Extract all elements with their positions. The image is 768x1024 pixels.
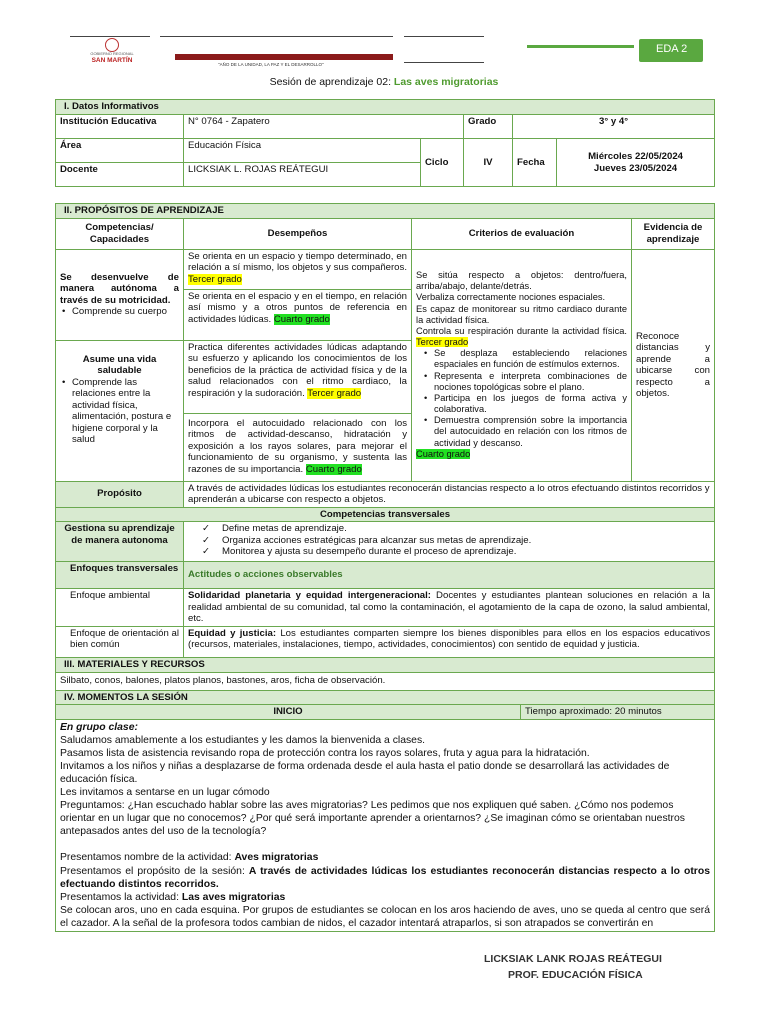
- week-bar: [527, 45, 634, 48]
- materiales-heading: III. MATERIALES Y RECURSOS: [56, 657, 715, 672]
- comp2-bullet: • Comprende las relaciones entre la actividad física, alimentación, postura e higiene corporal y la salud: [60, 377, 179, 446]
- enfoque1-body: Docentes y estudiantes plantean soluciones en relación a la realidad ambiental de su comunidad, tal como la contaminación, el agotamiento de la capa de ozono, la salud ambiental, etc.: [188, 590, 710, 624]
- desempeno-4: [184, 413, 412, 481]
- proposito-label: Propósito: [56, 481, 184, 507]
- header-rule-left: [70, 36, 150, 37]
- des1-tag: Tercer grado: [188, 273, 242, 285]
- crit-bullet: • Representa e interpreta combinaciones de nociones topológicas sobre el plano.: [422, 371, 627, 393]
- signature-role: PROF. EDUCACIÓN FÍSICA: [508, 969, 643, 981]
- momentos-heading: IV. MOMENTOS LA SESIÓN: [56, 690, 715, 705]
- comp1-bullet: • Comprende su cuerpo: [60, 306, 179, 318]
- crit-bullet: • Se desplaza estableciendo relaciones espaciales en función de estímulos externos.: [422, 348, 627, 370]
- enfoque1-label: Enfoque ambiental: [56, 589, 184, 627]
- fecha-line2: Jueves 23/05/2024: [593, 162, 678, 174]
- enfoque1-text: [184, 589, 715, 627]
- docente-label: Docente: [56, 163, 184, 187]
- competencia-1: [56, 249, 184, 340]
- criterios: [412, 249, 632, 481]
- session-prefix: Sesión de aprendizaje 02:: [269, 76, 394, 88]
- crit-line1: Se sitúa respecto a objetos: dentro/fuera, arriba/abajo, delante/detrás.: [416, 270, 627, 292]
- competencia-2: [56, 340, 184, 481]
- proposito-prefix: Presentamos el propósito de la sesión:: [60, 865, 249, 877]
- gestiona-item: ✓ Define metas de aprendizaje.: [188, 523, 710, 535]
- des2-tag: Cuarto grado: [273, 313, 330, 325]
- enfoque2-label: Enfoque de orientación al bien común: [56, 626, 184, 657]
- ciclo-value: IV: [464, 139, 513, 187]
- fecha-label: Fecha: [513, 139, 557, 187]
- paragraph: Preguntamos: ¿Han escuchado hablar sobre las aves migratorias? Les pedimos que nos expliquen qué saben. ¿Cómo nos podemos orientar en un lugar que no conocemos? ¿Por qué será importante aprender a orientarnos? ¿Se imaginan cómo se orientaban nuestros antepasados antes del uso de la tecnología?: [60, 800, 685, 838]
- propositos-heading: II. PROPÓSITOS DE APRENDIZAJE: [56, 204, 715, 219]
- header-banner: [175, 54, 393, 60]
- banner-subtitle: "AÑO DE LA UNIDAD, LA PAZ Y EL DESARROLLO": [218, 62, 324, 67]
- institucion-value: N° 0764 - Zapatero: [184, 115, 464, 139]
- actividad-prefix: Presentamos la actividad:: [60, 891, 182, 903]
- des1-text: Se orienta en un espacio y tiempo determinado, en relación a sí mismo, los objetos y sus compañeros.: [188, 250, 407, 273]
- actitudes-label: Actitudes o acciones observables: [184, 562, 715, 589]
- desempeno-1: [184, 249, 412, 289]
- momentos-table: [55, 704, 715, 932]
- gestiona-item: ✓ Organiza acciones estratégicas para alcanzar sus metas de aprendizaje.: [188, 535, 710, 547]
- paragraph: Saludamos amablemente a los estudiantes y les damos la bienvenida a clases.: [60, 734, 426, 746]
- des4-text: Incorpora el autocuidado relacionado con los ritmos de actividad-descanso, hidratación y exposición a los rayos solares, para mejorar el funcionamiento de su organismo, y sustenta las razones de su importancia.: [188, 417, 407, 475]
- logo-line2: SAN MARTÍN: [91, 56, 133, 64]
- des2-text: Se orienta en el espacio y en el tiempo, en relación así mismo y a otros puntos de referencia en actividades lúdicas.: [188, 290, 407, 325]
- paragraph: Invitamos a los niños y niñas a desplazarse de forma ordenada desde el aula hasta el patio donde se desarrollará las actividades de educación física.: [60, 760, 670, 785]
- crit-line3: Es capaz de monitorear su ritmo cardiaco durante la actividad física.: [416, 303, 627, 325]
- gestiona-list: [184, 522, 715, 562]
- area-label: Área: [56, 139, 184, 163]
- crit-tag3: Tercer grado: [416, 337, 469, 348]
- paragraph: Pasamos lista de asistencia revisando ropa de protección contra los rayos solares, fruta y agua para la hidratación.: [60, 747, 590, 759]
- logo-line1: GOBIERNO REGIONAL: [90, 51, 134, 56]
- comp2-title: Asume una vida saludable: [82, 353, 157, 376]
- institucion-label: Institución Educativa: [56, 115, 184, 139]
- enfoque2-body: Los estudiantes comparten siempre los bienes disponibles para ellos en los espacios educativos (recursos, materiales, instalaciones, tiempo, actividades, conocimientos) con sentido de equidad y justicia.: [188, 627, 710, 650]
- grado-value: 3° y 4°: [513, 115, 715, 139]
- header-rule-right-bottom: [404, 62, 484, 63]
- session-name: Las aves migratorias: [393, 76, 499, 88]
- col-evidencia: Evidencia de aprendizaje: [632, 218, 715, 249]
- propositos-table: [55, 203, 715, 706]
- grupo-label: En grupo clase:: [60, 721, 138, 733]
- ciclo-label: Ciclo: [421, 139, 464, 187]
- col-criterios: Criterios de evaluación: [412, 218, 632, 249]
- des4-tag: Cuarto grado: [305, 463, 362, 475]
- header-rule-right: [404, 36, 484, 37]
- crit-line4: Controla su respiración durante la actividad física.: [416, 325, 627, 336]
- header-rule-middle: [160, 36, 393, 37]
- materiales-text: Silbato, conos, balones, platos planos, bastones, aros, ficha de observación.: [56, 672, 715, 690]
- paragraph: Les invitamos a sentarse en un lugar cómodo: [60, 787, 270, 799]
- tiempo-label: Tiempo aproximado: 20 minutos: [521, 705, 715, 720]
- enfoques-label: Enfoques transversales: [56, 562, 184, 589]
- desempeno-3: [184, 340, 412, 413]
- comp1-title: Se desenvuelve de manera autónoma a través de su motricidad.: [60, 271, 179, 306]
- session-title: [0, 76, 768, 89]
- signature-name: LICKSIAK LANK ROJAS REÁTEGUI: [484, 953, 662, 965]
- transversales-heading: Competencias transversales: [56, 507, 715, 522]
- gestiona-item: ✓ Monitorea y ajusta su desempeño durante el proceso de aprendizaje.: [188, 546, 710, 558]
- week-tag: EDA 2: [639, 39, 703, 62]
- evidencia: Reconoce distancias y aprende a ubicarse con respecto a objetos.: [632, 249, 715, 481]
- actividad-value: Las aves migratorias: [181, 891, 286, 903]
- grado-label: Grado: [464, 115, 513, 139]
- gestiona-label: Gestiona su aprendizaje de manera autonoma: [56, 522, 184, 562]
- area-value: Educación Física: [184, 139, 421, 163]
- juego-paragraph: Se colocan aros, uno en cada esquina. Por grupos de estudiantes se colocan en los aros haciendo de aves, uno se queda al centro que será el cazador. A la señal de la profesora todos cambian de nidos, el cazador intentará atraparlos, si son atrapados se convertirán en: [60, 904, 710, 930]
- des3-tag: Tercer grado: [307, 387, 362, 399]
- nombre-prefix: Presentamos nombre de la actividad:: [60, 852, 235, 864]
- desempeno-2: [184, 289, 412, 340]
- crit-tag4: Cuarto grado: [416, 448, 471, 459]
- col-competencias: Competencias/ Capacidades: [56, 218, 184, 249]
- enfoque2-text: [184, 626, 715, 657]
- crit-bullet: • Demuestra comprensión sobre la importancia del autocuidado en relación con los ritmos de actividad y descanso.: [422, 415, 627, 448]
- nombre-value: Aves migratorias: [234, 852, 319, 864]
- enfoque1-title: Solidaridad planetaria y equidad intergeneracional:: [188, 590, 432, 601]
- enfoque2-title: Equidad y justicia:: [188, 627, 277, 639]
- proposito-value: A través de actividades lúdicas los estudiantes reconocerán distancias respecto a lo otros efectuando distintos recorridos.: [60, 865, 710, 890]
- docente-value: LICKSIAK L. ROJAS REÁTEGUI: [184, 163, 421, 187]
- proposito-text: A través de actividades lúdicas los estudiantes reconocerán distancias respecto a lo otros efectuando distintos recorridos y aprenderán a ubicarse con respecto a objetos.: [184, 481, 715, 507]
- inicio-label: INICIO: [56, 705, 521, 720]
- inicio-content: [56, 719, 715, 932]
- crest-icon: [105, 38, 119, 52]
- crit-line2: Verbaliza correctamente nociones espaciales.: [416, 292, 606, 303]
- fecha-line1: Miércoles 22/05/2024: [588, 151, 684, 162]
- datos-heading: I. Datos Informativos: [56, 100, 715, 115]
- fecha-value: [557, 139, 715, 187]
- crit-bullet: • Participa en los juegos de forma activa y colaborativa.: [422, 393, 627, 415]
- col-desempenos: Desempeños: [184, 218, 412, 249]
- regional-logo: [72, 38, 152, 68]
- datos-table: [55, 99, 715, 187]
- des3-text: Practica diferentes actividades lúdicas adaptando su esfuerzo y aplicando los conocimientos de los beneficios de la práctica de actividad física y de la salud relacionados con el ritmo cardiaco, la respiración y la sudoración.: [188, 341, 407, 399]
